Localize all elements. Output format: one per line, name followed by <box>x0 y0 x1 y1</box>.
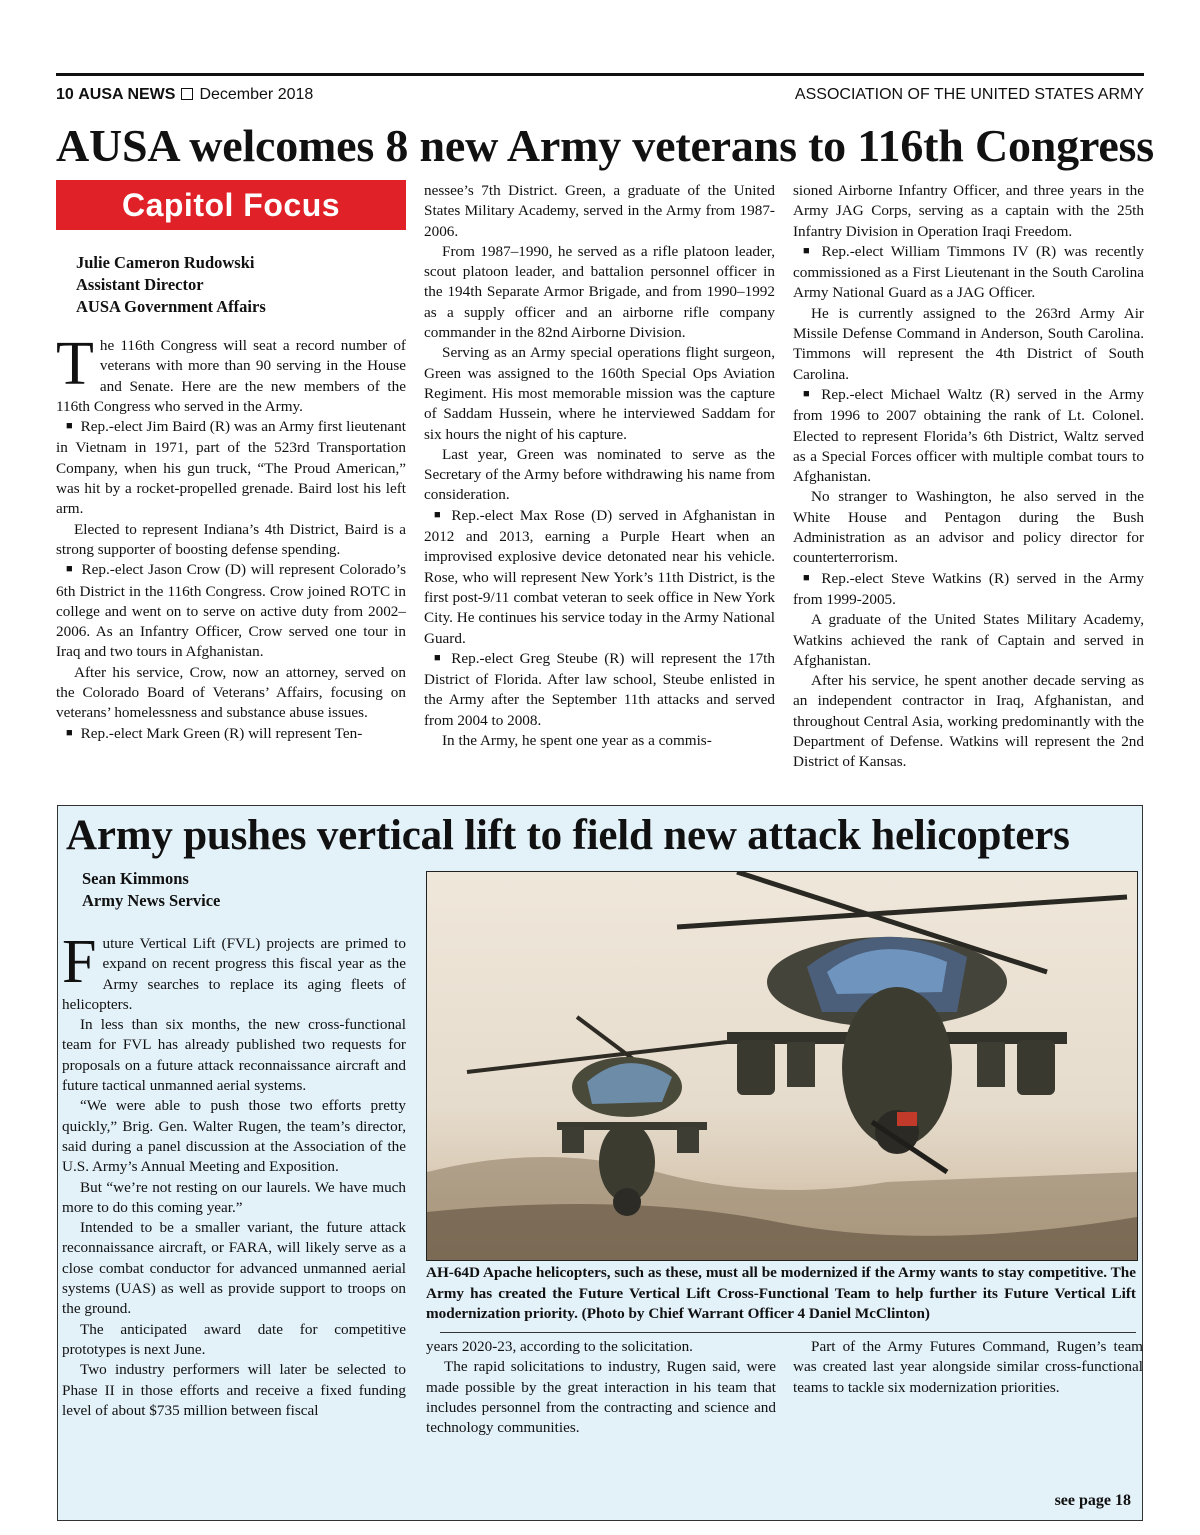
article1-column-2 <box>424 181 775 751</box>
helicopter-illustration <box>427 872 1137 1260</box>
paragraph-text: Intended to be a smaller variant, the future attack reconnaissance aircraft, or FARA, will likely serve as a close combat conductor for advanced unmanned aerial systems (UAS) as well as provide support to troops on the ground. <box>62 1219 406 1318</box>
publication-name: AUSA NEWS <box>78 86 176 103</box>
paragraph <box>62 1360 406 1421</box>
paragraph <box>62 1218 406 1319</box>
paragraph-text: In less than six months, the new cross-functional team for FVL has already published two requests for proposals on a future attack reconnaissance aircraft and future tactical unmanned aerial systems. <box>62 1016 406 1095</box>
apache-helicopters-photo <box>426 871 1138 1261</box>
paragraph <box>793 385 1144 487</box>
paragraph <box>424 445 775 506</box>
paragraph <box>793 181 1144 242</box>
page-header <box>56 86 1144 110</box>
paragraph <box>426 1337 776 1357</box>
organization-name: ASSOCIATION OF THE UNITED STATES ARMY <box>794 86 1144 103</box>
article2-column-3 <box>793 1337 1143 1398</box>
drop-cap: F <box>62 928 97 996</box>
paragraph-text: Serving as an Army special operations flight surgeon, Green was assigned to the 160th Special Ops Aviation Regiment. His most memorable mission was the capture of Saddam Hussein, where he interviewed Saddam for six hours the night of his capture. <box>424 344 775 443</box>
paragraph-text: Elected to represent Indiana’s 4th District, Baird is a strong supporter of boosting defense spending. <box>56 520 406 558</box>
paragraph <box>793 671 1144 772</box>
paragraph-text: Rep.-elect Steve Watkins (R) served in the Army from 1999-2005. <box>793 569 1144 608</box>
paragraph <box>56 330 406 417</box>
paragraph <box>424 242 775 343</box>
paragraph-text: But “we’re not resting on our laurels. We have much more to do this coming year.” <box>62 1178 406 1216</box>
paragraph-text: Rep.-elect Jason Crow (D) will represent Colorado’s 6th District in the 116th Congress. Crow joined ROTC in college and went on to serve on active duty from 2002–2006. As an Infantry Officer, Crow served one tour in Iraq and two tours in Afghanistan. <box>56 561 406 661</box>
paragraph <box>793 304 1144 385</box>
byline-line: Sean Kimmons <box>82 869 189 888</box>
paragraph <box>56 560 406 662</box>
issue-date: December 2018 <box>199 86 314 103</box>
paragraph <box>424 506 775 649</box>
paragraph-text: The anticipated award date for competitive prototypes is next June. <box>62 1320 406 1358</box>
byline-line: Army News Service <box>82 891 221 910</box>
continued-link[interactable]: see page 18 <box>1054 1492 1131 1509</box>
paragraph-text: Part of the Army Futures Command, Rugen’s team was created last year alongside similar cross-functional teams to tackle six modernization priorities. <box>793 1338 1143 1396</box>
article2-column-2 <box>426 1337 776 1438</box>
paragraph <box>62 1015 406 1096</box>
article2-column-1 <box>62 868 406 1421</box>
paragraph-text: years 2020-23, according to the solicitation. <box>426 1338 693 1355</box>
paragraph <box>793 242 1144 304</box>
paragraph-text: he 116th Congress will seat a record number of veterans with more than 90 serving in the House and Senate. Here are the new members of the 116th Congress who served in the Army. <box>56 337 406 415</box>
paragraph <box>426 1357 776 1438</box>
caption-rule <box>440 1332 1136 1333</box>
page-number: 10 <box>56 86 74 103</box>
paragraph <box>62 1096 406 1177</box>
paragraph <box>793 487 1144 568</box>
paragraph-text: uture Vertical Lift (FVL) projects are primed to expand on recent progress this fiscal year as the Army searches to replace its aging fleets of helicopters. <box>62 935 406 1013</box>
paragraphs <box>426 1337 776 1438</box>
paragraph <box>424 731 775 751</box>
byline <box>56 252 406 318</box>
paragraph <box>793 1337 1143 1398</box>
byline-line: Assistant Director <box>76 275 204 294</box>
paragraph <box>793 610 1144 671</box>
paragraph-text: Two industry performers will later be selected to Phase II in those efforts and receive a fixed funding level of about $735 million between fiscal <box>62 1361 406 1419</box>
paragraphs <box>62 928 406 1421</box>
paragraphs <box>56 330 406 745</box>
paragraph-text: A graduate of the United States Military Academy, Watkins achieved the rank of Captain and served in Afghanistan. <box>793 611 1144 669</box>
paragraph-text: Rep.-elect Jim Baird (R) was an Army first lieutenant in Vietnam in 1971, part of the 523rd Transportation Company, when his gun truck, “The Proud American,” was hit by a rocket-propelled grenade. Baird lost his left arm. <box>56 418 406 518</box>
top-rule <box>56 73 1144 76</box>
paragraph <box>56 417 406 519</box>
byline-line: AUSA Government Affairs <box>76 297 266 316</box>
paragraph-text: No stranger to Washington, he also served in the White House and Pentagon during the Bush Administration as an advisor and policy director for counterterrorism. <box>793 488 1144 567</box>
paragraph-text: Rep.-elect William Timmons IV (R) was recently commissioned as a First Lieutenant in the South Carolina Army National Guard as a JAG Officer. <box>793 242 1144 302</box>
paragraph-text: sioned Airborne Infantry Officer, and three years in the Army JAG Corps, serving as a captain with the 25th Infantry Division in Operation Iraqi Freedom. <box>793 182 1144 240</box>
paragraph <box>56 520 406 561</box>
paragraph <box>62 928 406 1015</box>
paragraph-text: Last year, Green was nominated to serve as the Secretary of the Army before withdrawing his name from consideration. <box>424 445 775 504</box>
byline-line: Julie Cameron Rudowski <box>76 253 255 272</box>
article-headline: AUSA welcomes 8 new Army veterans to 116th Congress <box>56 120 1154 171</box>
paragraph-text: In the Army, he spent one year as a commis- <box>442 732 712 750</box>
paragraphs <box>424 181 775 751</box>
paragraph <box>424 181 775 242</box>
paragraph-text: The rapid solicitations to industry, Rugen said, were made possible by the great interaction in his team that includes personnel from the contracting and science and technology communities. <box>426 1358 776 1437</box>
paragraph-text: He is currently assigned to the 263rd Army Air Missile Defense Command in Anderson, South Carolina. Timmons will represent the 4th District of South Carolina. <box>793 304 1144 383</box>
paragraph <box>62 1320 406 1361</box>
paragraphs <box>793 1337 1143 1398</box>
paragraph-text: After his service, he spent another decade serving as an independent contractor in Iraq, Afghanistan, and throughout Central Asia, working predominantly with the Department of Defense. Watkins will represent the 2nd District of Kansas. <box>793 672 1144 771</box>
checkbox-icon <box>181 88 193 100</box>
paragraph <box>793 569 1144 611</box>
drop-cap: T <box>56 330 94 398</box>
paragraph-text: “We were able to push those two efforts pretty quickly,” Brig. Gen. Walter Rugen, the team’s director, said during a panel discussion at the Association of the U.S. Army’s Annual Meeting and Exposition. <box>62 1097 406 1176</box>
paragraph <box>424 343 775 444</box>
paragraph <box>424 649 775 731</box>
byline <box>62 868 406 912</box>
article1-column-3 <box>793 181 1144 773</box>
paragraphs <box>793 181 1144 773</box>
paragraph <box>62 1178 406 1219</box>
paragraph-text: After his service, Crow, now an attorney, served on the Colorado Board of Veterans’ Affairs, focusing on veterans’ homelessness and substance abuse issues. <box>56 663 406 722</box>
photo-caption: AH-64D Apache helicopters, such as these, must all be modernized if the Army wants to stay competitive. The Army has created the Future Vertical Lift Cross-Functional Team to help further its Future Vertical Lift modernization priority. (Photo by Chief Warrant Officer 4 Daniel McClinton) <box>426 1264 1136 1322</box>
paragraph <box>56 663 406 724</box>
paragraph-text: Rep.-elect Mark Green (R) will represent Ten- <box>80 724 363 742</box>
feature-headline: Army pushes vertical lift to field new attack helicopters <box>66 812 1070 859</box>
article1-column-1 <box>56 180 406 745</box>
paragraph-text: From 1987–1990, he served as a rifle platoon leader, scout platoon leader, and battalion personnel officer in the 194th Separate Armor Brigade, and from 1990–1992 as a supply officer and an airborne rifle company commander in the 82nd Airborne Division. <box>424 242 775 342</box>
paragraph-text: Rep.-elect Michael Waltz (R) served in the Army from 1996 to 2007 obtaining the rank of Lt. Colonel. Elected to represent Florida’s 6th District, Waltz served as a Special Forces officer with multiple combat tours to Afghanistan. <box>793 385 1144 486</box>
paragraph-text: nessee’s 7th District. Green, a graduate of the United States Military Academy, served in the Army from 1987-2006. <box>424 182 775 240</box>
paragraph-text: Rep.-elect Max Rose (D) served in Afghanistan in 2012 and 2013, earning a Purple Heart when an improvised explosive device detonated near his vehicle. Rose, who will represent New York’s 11th District, is the first post-9/11 combat veteran to seek office in New York City. He continues his service today in the Army National Guard. <box>424 506 775 647</box>
paragraph-text: Rep.-elect Greg Steube (R) will represent the 17th District of Florida. After law school, Steube enlisted in the Army after the September 11th attacks and served from 2004 to 2008. <box>424 649 775 729</box>
paragraph <box>56 724 406 745</box>
section-banner: Capitol Focus <box>56 180 406 230</box>
